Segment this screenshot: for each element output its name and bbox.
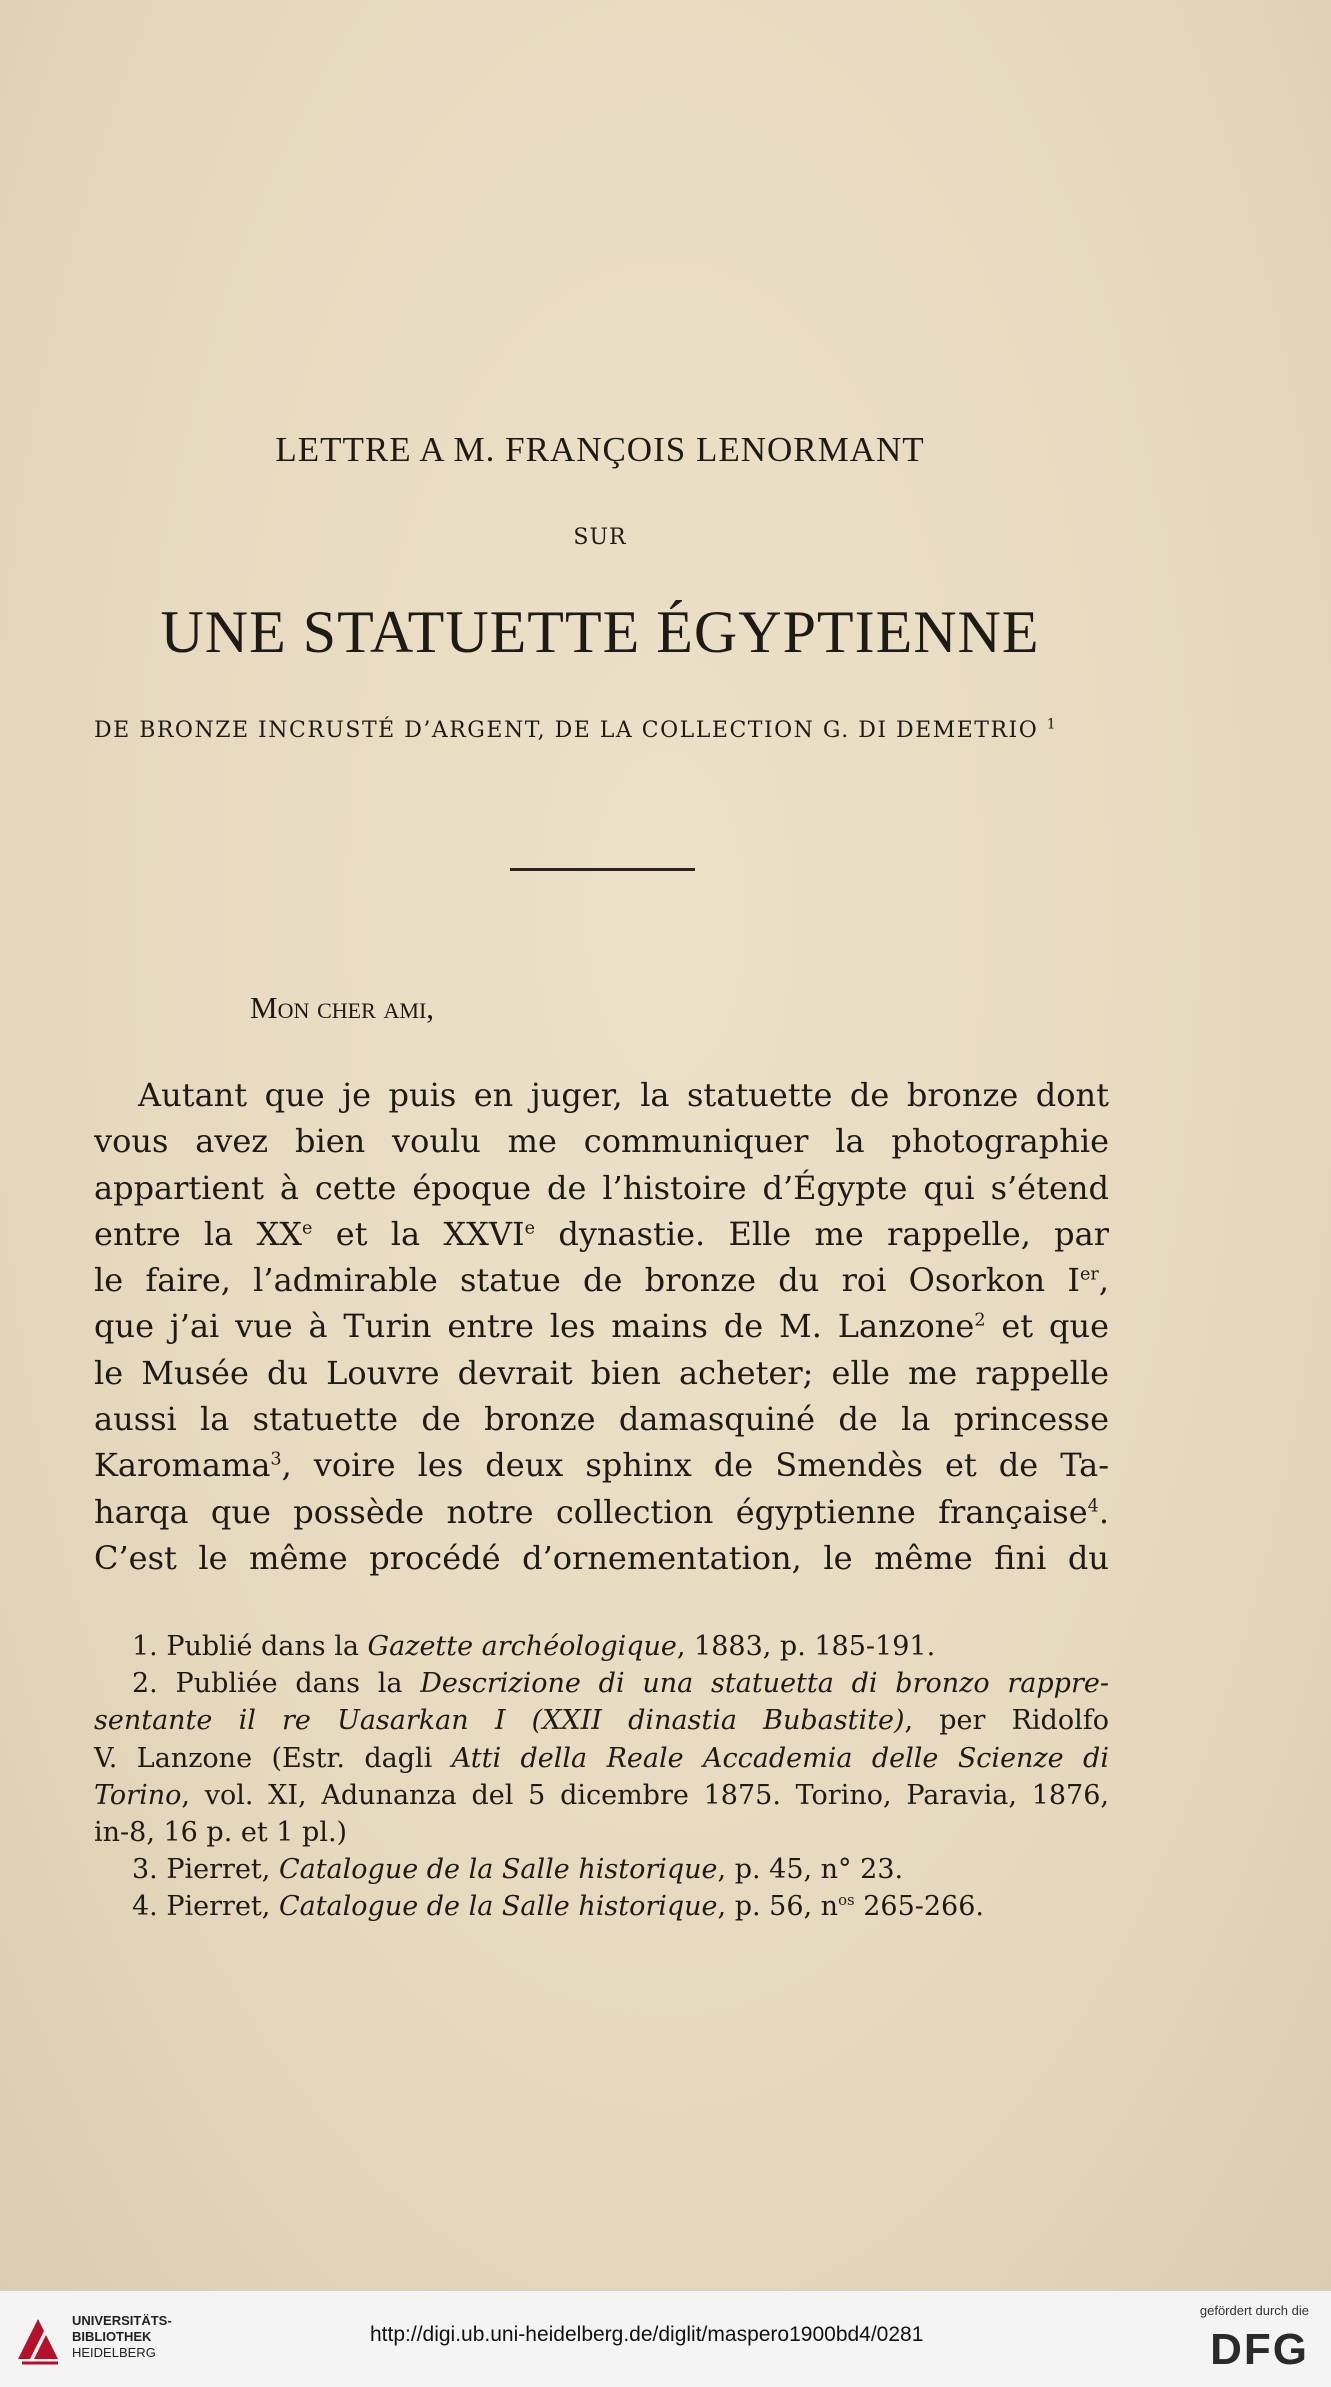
footnote-2-cont bbox=[94, 1740, 1109, 1777]
body-line: vous avez bien voulu me communiquer la photographie bbox=[94, 1122, 1109, 1161]
body-line bbox=[94, 1442, 1109, 1488]
text-segment: harqa que possède notre collection égyptienne française bbox=[94, 1492, 1088, 1531]
dfg-logo: DFG bbox=[1210, 2325, 1309, 2374]
funder-label: gefördert durch die bbox=[1199, 2303, 1309, 2318]
superscript: er bbox=[1080, 1264, 1099, 1285]
body-line bbox=[94, 1211, 1109, 1257]
text-segment: entre la XX bbox=[94, 1214, 303, 1253]
text-segment: Karomama bbox=[94, 1446, 271, 1485]
italic-title: Gazette archéologique bbox=[367, 1631, 677, 1662]
body-line: Autant que je puis en juger, la statuette de bronze dont bbox=[138, 1076, 1109, 1114]
text-segment: que j’ai vue à Turin entre les mains de M. Lanzone bbox=[94, 1307, 975, 1346]
superscript: e bbox=[302, 1218, 313, 1239]
salutation-rest: on cher ami, bbox=[277, 990, 435, 1025]
page-title: UNE STATUETTE ÉGYPTIENNE bbox=[160, 599, 1040, 665]
footnote-2-cont: in-8, 16 p. et 1 pl.) bbox=[94, 1816, 348, 1848]
heading-subtitle bbox=[94, 718, 1134, 743]
footnote-ref: 4 bbox=[1087, 1496, 1099, 1517]
superscript: os bbox=[838, 1891, 855, 1910]
text-segment: le faire, l’admirable statue de bronze du roi Osorkon I bbox=[94, 1261, 1080, 1300]
footnote-ref: 1 bbox=[1046, 716, 1058, 733]
italic-title: sentante il re Uasarkan I (XXII dinastia Bubastite) bbox=[94, 1705, 905, 1737]
salutation bbox=[250, 990, 434, 1026]
italic-title: Torino bbox=[94, 1779, 182, 1811]
footer-bar bbox=[0, 2290, 1331, 2387]
body-line bbox=[94, 1303, 1109, 1349]
text-segment: , p. 56, n bbox=[717, 1891, 839, 1923]
library-name-line: HEIDELBERG bbox=[72, 2345, 156, 2360]
text-segment: et que bbox=[985, 1307, 1109, 1346]
text-segment: 1. Publié dans la bbox=[132, 1631, 368, 1662]
footnote-ref: 2 bbox=[974, 1310, 986, 1331]
text-segment: 3. Pierret, bbox=[132, 1854, 279, 1886]
divider-rule bbox=[510, 868, 695, 871]
footnote-1 bbox=[94, 1628, 1109, 1665]
italic-title: Atti della Reale Accademia delle Scienze di bbox=[451, 1742, 1109, 1774]
library-name-line: BIBLIOTHEK bbox=[72, 2329, 152, 2344]
footnote-ref: 3 bbox=[270, 1449, 282, 1470]
superscript: e bbox=[524, 1218, 536, 1239]
text-segment: , per Ridolfo bbox=[904, 1705, 1109, 1737]
permalink-url[interactable]: http://digi.ub.uni-heidelberg.de/diglit/maspero1900bd4/0281 bbox=[370, 2323, 924, 2346]
text-segment: , vol. XI, Adunanza del 5 dicembre 1875. Torino, Paravia, 1876, bbox=[181, 1779, 1109, 1811]
footnote-2 bbox=[94, 1665, 1109, 1702]
footnote-2-cont bbox=[94, 1777, 1109, 1814]
body-paragraph bbox=[94, 1072, 1109, 1581]
body-line bbox=[94, 1489, 1109, 1535]
subtitle-text: DE BRONZE INCRUSTÉ D’ARGENT, DE LA COLLECTION G. DI DEMETRIO bbox=[94, 718, 1039, 743]
body-line: aussi la statuette de bronze damasquiné de la princesse bbox=[94, 1400, 1109, 1439]
text-segment: V. Lanzone (Estr. dagli bbox=[94, 1742, 452, 1774]
text-segment: 2. Publiée dans la bbox=[132, 1668, 421, 1700]
text-segment: , p. 45, n° 23. bbox=[717, 1854, 904, 1886]
heading-line1: LETTRE A M. FRANÇOIS LENORMANT bbox=[275, 430, 925, 469]
footnote-3 bbox=[94, 1851, 1109, 1888]
italic-title: Catalogue de la Salle historique bbox=[278, 1891, 718, 1923]
library-name-line: UNIVERSITÄTS- bbox=[72, 2313, 172, 2328]
footnote-2-cont bbox=[94, 1702, 1109, 1739]
university-library-logo-icon bbox=[14, 2313, 62, 2365]
text-segment: 4. Pierret, bbox=[132, 1891, 279, 1923]
text-segment: dynastie. Elle me rappelle, par bbox=[535, 1214, 1109, 1253]
heading-sur: SUR bbox=[573, 525, 627, 550]
italic-title: Catalogue de la Salle historique bbox=[278, 1854, 718, 1886]
text-segment: , voire les deux sphinx de Smendès et de Ta- bbox=[281, 1446, 1109, 1485]
body-line: le Musée du Louvre devrait bien acheter; elle me rappelle bbox=[94, 1353, 1109, 1392]
text-segment: et la XXVI bbox=[312, 1214, 525, 1253]
text-segment: , 1883, p. 185-191. bbox=[676, 1631, 936, 1662]
footnote-4 bbox=[94, 1888, 1109, 1925]
body-line: appartient à cette époque de l’histoire d’Égypte qui s’étend bbox=[94, 1168, 1109, 1207]
body-line bbox=[94, 1257, 1109, 1303]
text-segment: . bbox=[1098, 1492, 1109, 1531]
body-line: C’est le même procédé d’ornementation, le même fini du bbox=[94, 1538, 1109, 1577]
text-segment: 265-266. bbox=[854, 1891, 984, 1923]
text-segment: , bbox=[1098, 1261, 1109, 1300]
library-name bbox=[72, 2313, 172, 2361]
italic-title: Descrizione di una statuetta di bronzo rappre- bbox=[420, 1668, 1109, 1700]
footnotes bbox=[94, 1628, 1109, 1926]
salutation-cap: M bbox=[250, 990, 278, 1025]
